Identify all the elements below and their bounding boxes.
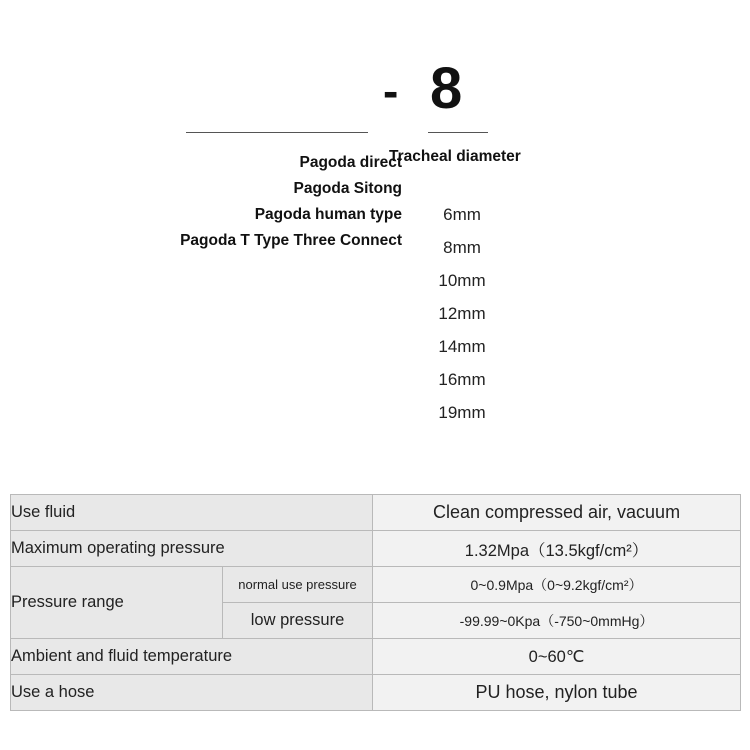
list-item: 8mm bbox=[443, 238, 481, 257]
type-list bbox=[0, 150, 402, 254]
list-item: Pagoda direct bbox=[299, 154, 402, 171]
row-label: Ambient and fluid temperature bbox=[11, 639, 373, 675]
list-item: Pagoda human type bbox=[254, 206, 402, 223]
row-sublabel: low pressure bbox=[223, 603, 373, 639]
table-row bbox=[11, 675, 741, 711]
row-value: 0~60℃ bbox=[373, 639, 741, 675]
table-row bbox=[11, 531, 741, 567]
right-column-rule bbox=[428, 132, 488, 133]
list-item: 12mm bbox=[438, 304, 486, 323]
row-value: -99.99~0Kpa（-750~0mmHg） bbox=[373, 603, 741, 639]
list-item: 16mm bbox=[438, 370, 486, 389]
left-column-rule bbox=[186, 132, 368, 133]
specification-table bbox=[10, 494, 741, 711]
code-dash: - bbox=[383, 65, 399, 117]
table-row bbox=[11, 567, 741, 603]
list-item: 10mm bbox=[438, 271, 486, 290]
list-item: Pagoda Sitong bbox=[293, 180, 402, 197]
row-sublabel: normal use pressure bbox=[223, 567, 373, 603]
table-row bbox=[11, 639, 741, 675]
list-item: 6mm bbox=[443, 205, 481, 224]
row-value: PU hose, nylon tube bbox=[373, 675, 741, 711]
row-value: Clean compressed air, vacuum bbox=[373, 495, 741, 531]
row-value: 1.32Mpa（13.5kgf/cm²） bbox=[373, 531, 741, 567]
row-label: Pressure range bbox=[11, 567, 223, 639]
list-item: 19mm bbox=[438, 403, 486, 422]
row-label: Use a hose bbox=[11, 675, 373, 711]
list-item: Pagoda T Type Three Connect bbox=[180, 232, 402, 249]
row-label: Use fluid bbox=[11, 495, 373, 531]
diameter-list bbox=[398, 198, 526, 429]
tracheal-diameter-title: Tracheal diameter bbox=[389, 148, 521, 165]
row-label: Maximum operating pressure bbox=[11, 531, 373, 567]
row-value: 0~0.9Mpa（0~9.2kgf/cm²） bbox=[373, 567, 741, 603]
code-number: 8 bbox=[430, 56, 463, 121]
table-row bbox=[11, 495, 741, 531]
list-item: 14mm bbox=[438, 337, 486, 356]
